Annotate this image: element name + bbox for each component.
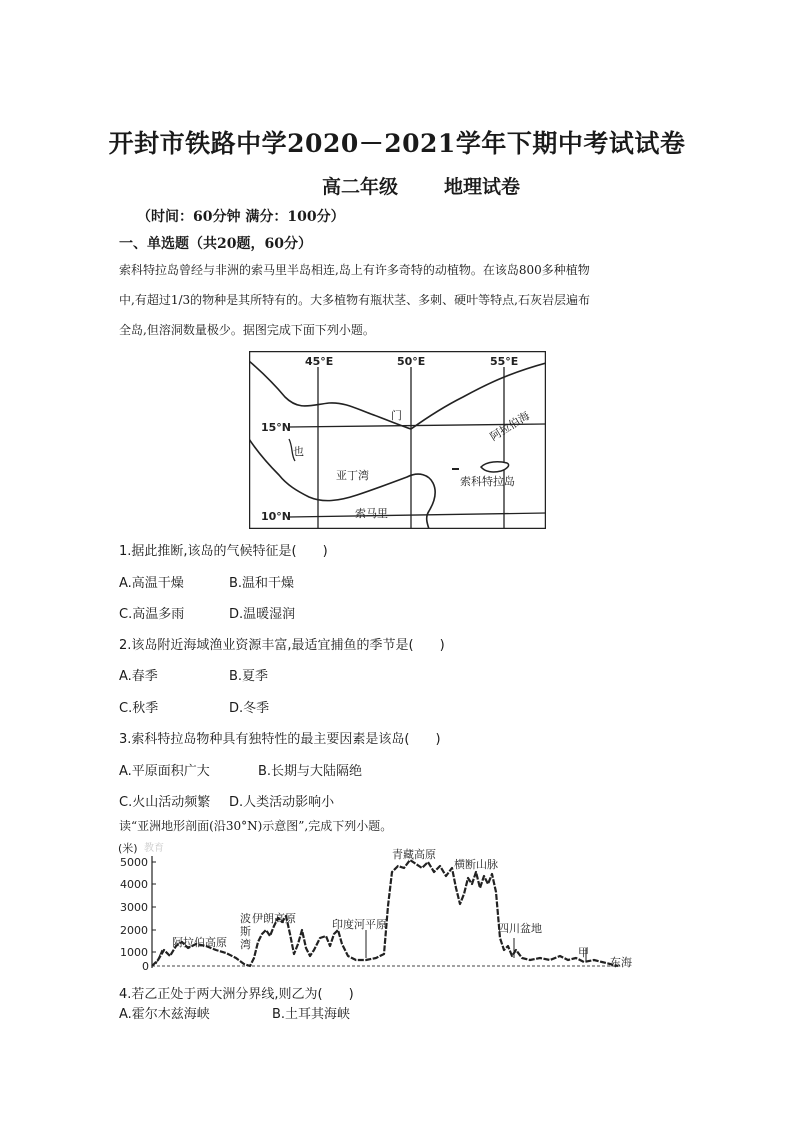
- q1-option-a[interactable]: A.高温干燥: [119, 576, 184, 591]
- q1-option-c[interactable]: C.高温多雨: [119, 607, 185, 622]
- q2-option-c[interactable]: C.秋季: [119, 701, 159, 716]
- lat-label-15: 15°N: [261, 421, 292, 434]
- q2-option-d[interactable]: D.冬季: [229, 701, 270, 716]
- exam-info: （时间：60分钟 满分：100分）: [137, 209, 345, 225]
- q2-option-a[interactable]: A.春季: [119, 669, 158, 684]
- q3-option-b[interactable]: B.长期与大陆隔绝: [258, 764, 363, 779]
- lon-label-45: 45°E: [305, 355, 334, 368]
- read-prompt: 读“亚洲地形剖面(沿30°N)示意图”,完成下列小题。: [119, 819, 393, 833]
- asia-profile-diagram: [116, 838, 646, 974]
- label-somalia: 索马里: [355, 507, 388, 520]
- section-heading: 一、单选题（共20题，60分）: [119, 236, 312, 252]
- label-sichuan-basin: 四川盆地: [498, 922, 542, 935]
- label-hengduan: 横断山脉: [454, 858, 498, 871]
- label-island: 索科特拉岛: [460, 475, 515, 488]
- q4-option-b[interactable]: B.土耳其海峡: [272, 1007, 351, 1022]
- q3-option-c[interactable]: C.火山活动频繁: [119, 795, 211, 810]
- label-jia: 甲: [578, 946, 589, 959]
- label-tibet-plateau: 青藏高原: [392, 848, 436, 861]
- label-persian-3: 湾: [240, 938, 251, 951]
- label-ye: 也: [293, 445, 304, 458]
- exam-subtitle: [322, 172, 520, 199]
- q3-option-a[interactable]: A.平原面积广大: [119, 764, 210, 779]
- label-persian-1: 波: [240, 912, 251, 925]
- grade-label: 高二年级: [322, 176, 399, 198]
- subject-label: 地理试卷: [444, 176, 521, 198]
- intro-line: 中,有超过1/3的物种是其所特有的。大多植物有瓶状茎、多刺、硬叶等特点,石灰岩层遍布: [119, 293, 590, 307]
- y-tick-label: 3000: [120, 901, 148, 914]
- q1-option-b[interactable]: B.温和干燥: [229, 576, 295, 591]
- q3-option-d[interactable]: D.人类活动影响小: [229, 795, 335, 810]
- terrain-profile-line: [152, 860, 618, 966]
- profile-unit-label: (米): [118, 842, 138, 855]
- marker-arrow: [156, 950, 162, 964]
- label-east-sea: 东海: [610, 956, 632, 969]
- y-tick-label: 4000: [120, 878, 148, 891]
- question-2-stem: 2.该岛附近海域渔业资源丰富,最适宜捕鱼的季节是( ): [119, 638, 445, 653]
- y-tick-label: 1000: [120, 946, 148, 959]
- label-men: 门: [391, 409, 402, 422]
- q1-option-d[interactable]: D.温暖湿润: [229, 607, 296, 622]
- y-tick-label: 5000: [120, 856, 148, 869]
- label-arabian-plateau: 阿拉伯高原: [172, 936, 227, 949]
- lat-label-10: 10°N: [261, 510, 292, 523]
- label-iran-plateau: 伊朗高原: [252, 912, 296, 925]
- label-sea: 阿拉伯海: [487, 409, 532, 444]
- y-tick-label: 2000: [120, 924, 148, 937]
- question-1-stem: 1.据此推断,该岛的气候特征是( ): [119, 544, 328, 559]
- y-tick-label: 0: [142, 960, 149, 973]
- watermark-text: 教育: [144, 843, 164, 854]
- intro-line: 全岛,但溶洞数量极少。据图完成下面下列小题。: [119, 323, 375, 337]
- q2-option-b[interactable]: B.夏季: [229, 669, 269, 684]
- label-persian-2: 斯: [240, 925, 251, 938]
- q4-option-a[interactable]: A.霍尔木兹海峡: [119, 1007, 210, 1022]
- question-4-stem: 4.若乙正处于两大洲分界线,则乙为( ): [119, 987, 354, 1002]
- lon-label-50: 50°E: [397, 355, 426, 368]
- socotra-map: [249, 351, 546, 529]
- exam-title: 开封市铁路中学2020－2021学年下期中考试试卷: [108, 129, 686, 158]
- intro-line: 索科特拉岛曾经与非洲的索马里半岛相连,岛上有许多奇特的动植物。在该岛800多种植物: [119, 263, 590, 277]
- label-gulf: 亚丁湾: [336, 469, 369, 482]
- label-indus-plain: 印度河平原: [332, 918, 387, 931]
- question-3-stem: 3.索科特拉岛物种具有独特性的最主要因素是该岛( ): [119, 732, 441, 747]
- lon-label-55: 55°E: [490, 355, 519, 368]
